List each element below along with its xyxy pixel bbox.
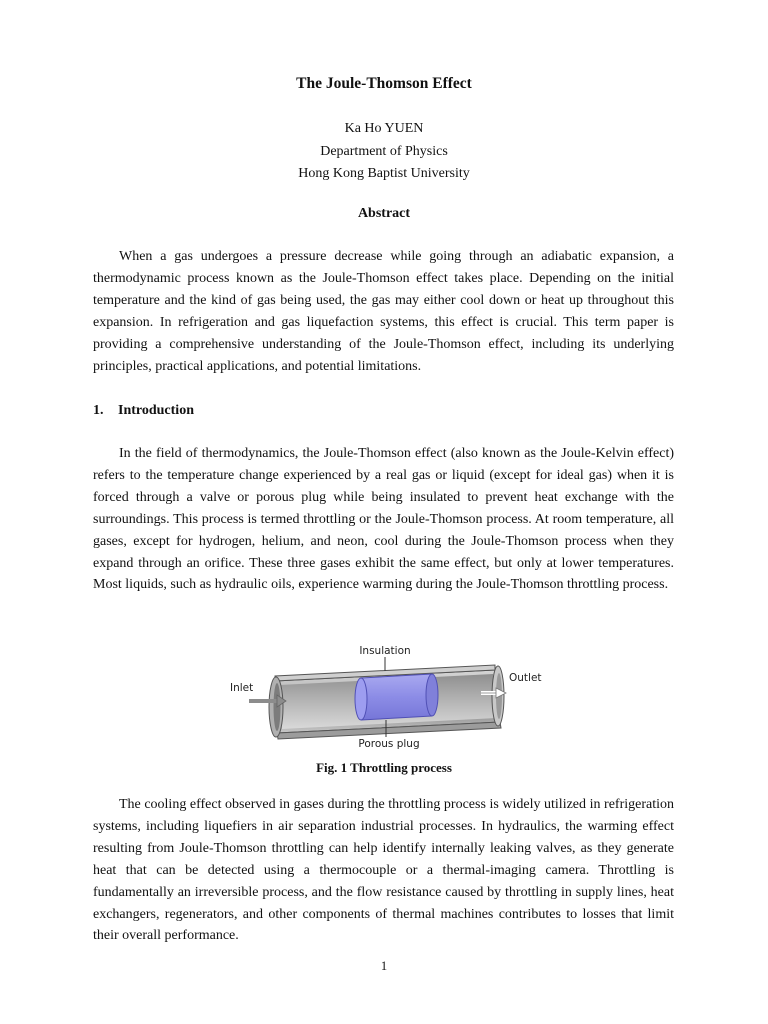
- label-insulation: Insulation: [359, 645, 411, 657]
- introduction-paragraph-1: In the field of thermodynamics, the Joule-Thomson effect (also known as the Joule-Kelvin effect) refers to the temperature change experienced by a real gas or liquid (except for ideal gas) when it is forced through a valve or porous plug while being insulated to prevent heat exchange with the surroundings. This process is termed throttling or the Joule-Thomson process. At room temperature, all gases, except for hydrogen, helium, and neon, cool during the Joule-Thomson process when they expand through an orifice. These three gases exhibit the same effect, but only at lower temperatures. Most liquids, such as hydraulic oils, experience warming during the Joule-Thomson throttling process.: [93, 446, 674, 593]
- abstract-heading: Abstract: [357, 206, 411, 221]
- author-block: [0, 118, 768, 186]
- introduction-paragraph-2: The cooling effect observed in gases during the throttling process is widely utilized in refrigeration systems, including liquefiers in air separation industrial processes. In hydraulics, the warming effect resulting from Joule-Thomson throttling can help identify internally leaking valves, as they generate heat that can be detected using a thermocouple or a thermal-imaging camera. Throttling is fundamentally an irreversible process, and the flow resistance caused by throttling in supply lines, heat exchangers, regenerators, and other components of thermal machines contributes to losses that limit their overall performance.: [93, 797, 674, 944]
- author-university: Hong Kong Baptist University: [298, 166, 470, 181]
- author-name: Ka Ho YUEN: [344, 121, 424, 136]
- porous-plug: [355, 674, 438, 720]
- section-number: 1.: [93, 403, 104, 418]
- abstract-text: When a gas undergoes a pressure decrease while going through an adiabatic expansion, a thermodynamic process known as the Joule-Thomson effect takes place. Depending on the initial temperature and the kind of gas being used, the gas may either cool down or heat up throughout this expansion. In refrigeration and gas liquefaction systems, this effect is crucial. This term paper is providing a comprehensive understanding of the Joule-Thomson effect, including its underlying principles, practical applications, and potential limitations.: [93, 249, 674, 374]
- page-number: 1: [380, 959, 388, 973]
- label-inlet: Inlet: [230, 682, 254, 694]
- throttling-diagram: [225, 640, 550, 752]
- section-heading-introduction: [93, 403, 194, 419]
- section-title: Introduction: [118, 403, 194, 418]
- label-porous-plug: Porous plug: [358, 738, 420, 750]
- paper-title: The Joule-Thomson Effect: [296, 75, 472, 92]
- label-outlet: Outlet: [509, 672, 542, 684]
- figure-caption: Fig. 1 Throttling process: [316, 760, 452, 775]
- throttling-figure: [225, 640, 550, 752]
- author-department: Department of Physics: [320, 143, 448, 159]
